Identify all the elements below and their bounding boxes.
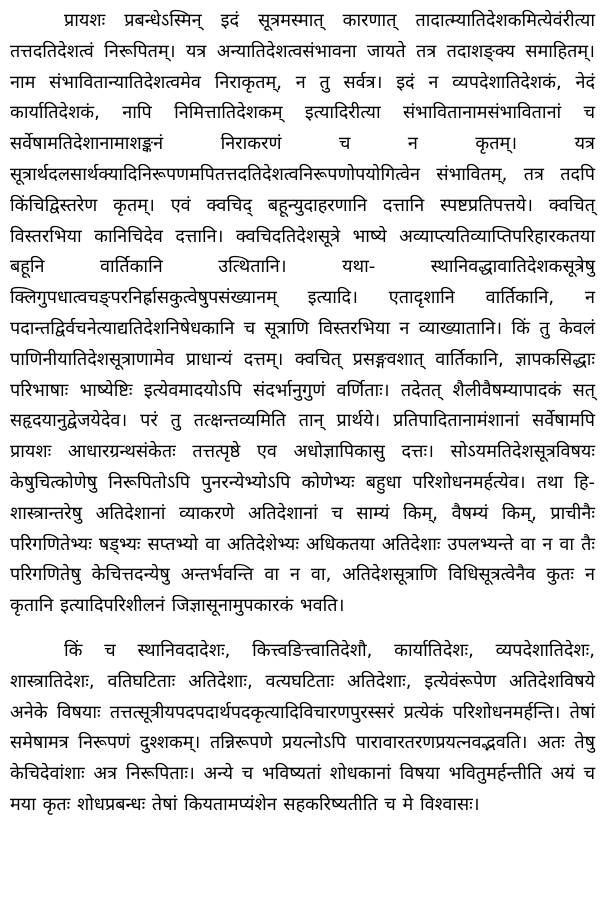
paragraph-2: किं च स्थानिवदादेशः, कित्त्वङित्त्वातिदेशौ, कार्यातिदेशः, व्यपदेशातिदेशः, शास्त्रातिदेशः, वतिघटिताः अतिदेशाः, वत्यघटिताः अतिदेशाः, इत्येवंरूपेण अतिदेशविषये अनेके विषयाः तत्तत्सूत्रीयपदपदार्थपदकृत्यादिविचारणपुरस्सरं प्रत्येकं परिशोधनमर्हन्ति। तेषां समेषामत्र निरूपणं दुश्शकम्। तन्निरूपणे प्रयत्नोऽपि पारावारतरणप्रयत्नवद्भवति। अतः तेषु केचिदेवांशाः अत्र निरूपिताः। अन्ये च भविष्यतां शोधकानां विषया भवितुमर्हन्तीति अयं च मया कृतः शोधप्रबन्धः तेषां कियतामप्यंशेन सहकरिष्यतीति च मे विश्वासः। [10,639,595,815]
paragraph-1: प्रायशः प्रबन्धेऽस्मिन् इदं सूत्रमस्मात् कारणात् तादात्म्यातिदेशकमित्येवंरीत्या तत्तदतिदेशत्वं निरूपितम्। यत्र अन्यातिदेशत्वसंभावना जायते तत्र तदाशङ्क्य समाहितम्। नाम संभावितान्यातिदेशत्वमेव निराकृतम्, न तु सर्वत्र। इदं न व्यपदेशातिदेशकं, नेदं कार्यातिदेशकं, नापि निमित्तातिदेशकम् इत्यादिरीत्या संभावितानामसंभावितानां च सर्वेषामतिदेशानामाशङ्कनं निराकरणं च न कृतम्। यत्र सूत्रार्थदलसार्थक्यादिनिरूपणमपितत्तदतिदेशत्वनिरूपणोपयोगित्वेन संभावितम्, तत्र तदपि किंचिद्विस्तरेण कृतम्। एवं क्वचिद् बहून्युदाहरणानि दत्तानि स्पष्टप्रतिपत्तये। क्वचित् विस्तरभिया कानिचिदेव दत्तानि। क्वचिदतिदेशसूत्रे भाष्ये अव्याप्त्यतिव्याप्तिपरिहारकतया बहूनि वार्तिकानि उत्थितानि। यथा- स्थानिवद्धावातिदेशकसूत्रेषु क्लिगुपधात्वचङ्परनिर्ह्रासकुत्वेषुपसंख्यानम् इत्यादि। एतादृशानि वार्तिकानि, न पदान्तद्विर्वचनेत्याद्यतिदेशनिषेधकानि च सूत्राणि विस्तरभिया न व्याख्यातानि। किं तु केवलं पाणिनीयातिदेशसूत्राणामेव प्राधान्यं दत्तम्। क्वचित् प्रसङ्गवशात् वार्तिकानि, ज्ञापकसिद्धाः परिभाषाः भाष्येष्टिः इत्येवमादयोऽपि संदर्भानुगुणं वर्णिताः। तदेतत् शैलीवैषम्यापादकं सत् सहृदयानुद्वेजयेदेव। परं तु तत्क्षन्तव्यमिति तान् प्रार्थये। प्रतिपादितानामंशानां सर्वेषामपि प्रायशः आधारग्रन्थसंकेतः तत्तत्पृष्ठे एव अधोज्ञापिकासु दत्तः। सोऽयमतिदेशसूत्रविषयः केषुचित्कोणेषु निरूपितोऽपि पुनरन्येभ्योऽपि कोणेभ्यः बहुधा परिशोधनमर्हत्येव। तथा हि- शास्त्रान्तरेषु अतिदेशानां व्याकरणे अतिदेशानां च साम्यं किम्, वैषम्यं किम्, प्राचीनैः परिगणितेभ्यः षड्भ्यः सप्तभ्यो वा अतिदेशेभ्यः अधिकतया अतिदेशाः उपलभ्यन्ते वा न वा तैः परिगणितेषु केचित्तदन्येषु अन्तर्भवन्ति वा न वा, अतिदेशसूत्राणि विधिसूत्रत्वेनैव कुतः न कृतानि इत्यादिपरिशीलनं जिज्ञासूनामुपकारकं भवति। [10,10,595,617]
